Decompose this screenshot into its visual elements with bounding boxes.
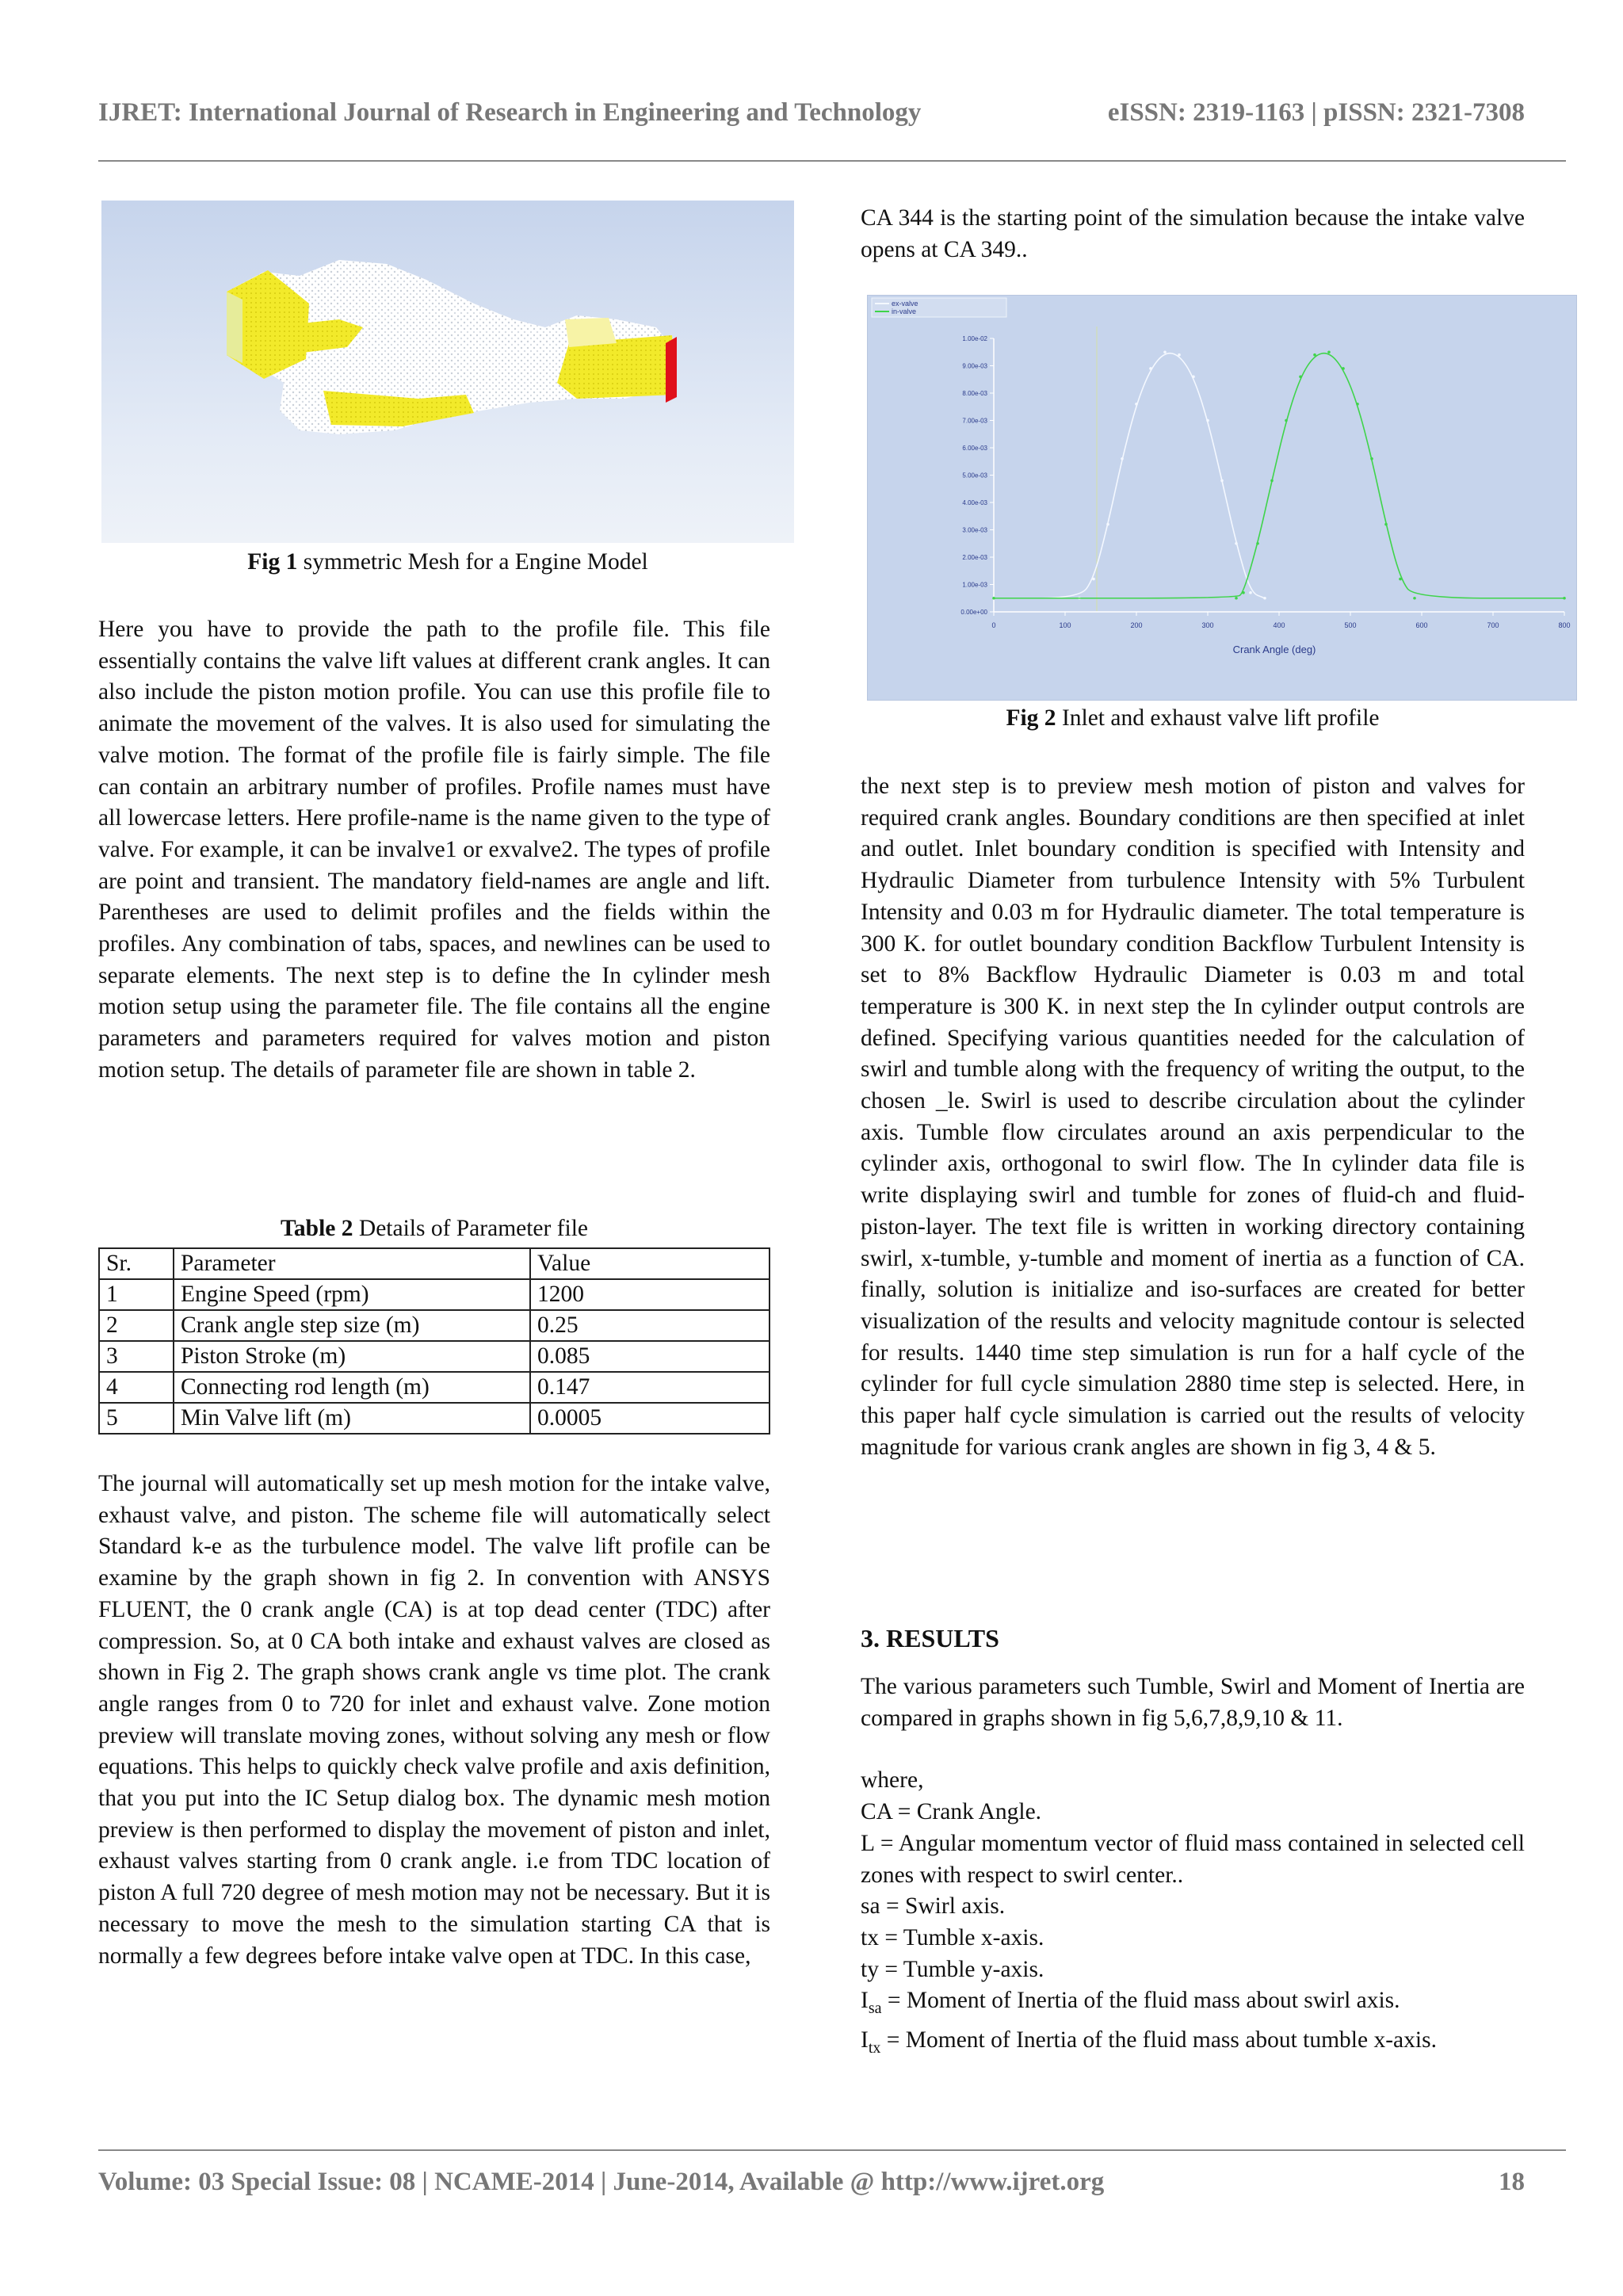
figure-2-chart [867, 295, 1577, 701]
x-tick-label: 100 [1059, 621, 1071, 629]
isa-text: = Moment of Inertia of the fluid mass about swirl axis. [881, 1988, 1400, 2014]
section-heading-results: 3. RESULTS [861, 1624, 999, 1652]
itx-subscript: tx [868, 2038, 881, 2057]
page-footer [98, 2168, 1525, 2197]
parameter-table [98, 1247, 770, 1435]
table-header-row [99, 1248, 769, 1279]
figure-1-caption-text: symmetric Mesh for a Engine Model [297, 549, 648, 575]
figure-2-caption [861, 705, 1525, 732]
engine-mesh-illustration [101, 201, 794, 543]
figure-1-image [101, 201, 794, 543]
table-cell: 0.147 [530, 1372, 769, 1403]
x-axis-label: Crank Angle (deg) [1232, 644, 1316, 655]
page-header [98, 98, 1525, 138]
results-body [861, 1671, 1525, 2065]
x-tick-label: 400 [1273, 621, 1285, 629]
x-tick-label: 300 [1201, 621, 1214, 629]
data-point-ex-valve [1135, 403, 1138, 406]
table-cell: 0.0005 [530, 1403, 769, 1434]
y-tick-label: 5.00e-03 [962, 472, 987, 479]
definition-line: tx = Tumble x-axis. [861, 1924, 1044, 1950]
data-point-ex-valve [1249, 591, 1252, 594]
definition-line: ty = Tumble y-axis. [861, 1956, 1044, 1982]
table-cell: Crank angle step size (m) [174, 1310, 530, 1341]
data-point-ex-valve [1106, 523, 1109, 526]
header-rule [98, 160, 1566, 162]
left-paragraph-2 [98, 1469, 770, 1972]
definition-line: L = Angular momentum vector of fluid mass contained in selected cell zones with respect to swirl center.. [861, 1830, 1525, 1888]
right-paragraph-2-text: the next step is to preview mesh motion of piston and valves for required crank angles. Boundary conditions are then specified at inlet and outlet. Inlet boundary condition is specified with Intensity and Hydraulic Diameter from turbulence Intensity with 5% Turbulent Intensity and 0.03 m for Hydraulic diameter. The total temperature is 300 K. for outlet boundary condition Backflow Turbulent Intensity is set to 8% Backflow Hydraulic Diameter is 0.03 m and total temperature is 300 K. in next step the In cylinder output controls are defined. Specifying various quantities needed for the calculation of swirl and tumble along with the frequency of writing the output, to the chosen _le. Swirl is used to describe circulation about the cylinder axis. Tumble flow circulates around an axis perpendicular to the cylinder axis, orthogonal to swirl flow. The In cylinder data file is write displaying swirl and tumble for zones of fluid-ch and fluid-piston-layer. The text file is written in working directory containing swirl, x-tumble, y-tumble and moment of inertia as a function of CA. finally, solution is initialize and iso-surfaces are created for better visualization of the results and velocity magnitude contour is selected for results. 1440 time step simulation is run for a half cycle of the cylinder for full cycle simulation 2880 time step is selected. Here, in this paper half cycle simulation is carried out the results of velocity magnitude for various crank angles are shown in fig 3, 4 & 5. [861, 774, 1525, 1460]
data-point-in-valve [1270, 479, 1274, 483]
issn-line: eISSN: 2319-1163 | pISSN: 2321-7308 [1107, 98, 1525, 127]
data-point-in-valve [1285, 419, 1288, 422]
data-point-in-valve [1399, 578, 1402, 581]
figure-1-caption [101, 549, 794, 575]
table-2-caption-text: Details of Parameter file [353, 1216, 589, 1241]
y-tick-label: 3.00e-03 [962, 526, 987, 534]
legend-label-ex: ex-valve [892, 300, 918, 308]
y-tick-label: 8.00e-03 [962, 390, 987, 397]
isa-subscript: sa [868, 2000, 882, 2018]
data-point-in-valve [1413, 597, 1416, 600]
data-point-ex-valve [1163, 350, 1167, 353]
table-row [99, 1403, 769, 1434]
table-cell: 5 [99, 1403, 174, 1434]
y-tick-label: 1.00e-02 [962, 335, 987, 342]
data-point-in-valve [1327, 350, 1331, 353]
table-row [99, 1279, 769, 1310]
data-point-in-valve [1256, 542, 1259, 545]
data-point-ex-valve [1235, 542, 1238, 545]
data-point-ex-valve [1192, 376, 1195, 379]
table-cell: 2 [99, 1310, 174, 1341]
data-point-in-valve [1242, 591, 1245, 594]
isa-symbol: I [861, 1988, 869, 2014]
table-cell: 0.085 [530, 1341, 769, 1372]
x-tick-label: 800 [1558, 621, 1571, 629]
results-where: where, [861, 1767, 924, 1794]
y-tick-label: 0.00e+00 [960, 609, 987, 616]
journal-title: IJRET: International Journal of Research in Engineering and Technology [98, 98, 922, 127]
table-cell: Engine Speed (rpm) [174, 1279, 530, 1310]
data-point-in-valve [1370, 457, 1373, 460]
y-tick-label: 2.00e-03 [962, 554, 987, 561]
itx-symbol: I [861, 2027, 869, 2053]
data-point-ex-valve [1263, 597, 1266, 600]
table-cell: 1200 [530, 1279, 769, 1310]
table-2-caption [98, 1216, 770, 1242]
left-paragraph-2-text: The journal will automatically set up mesh motion for the intake valve, exhaust valve, and piston. The scheme file will automatically select Standard k-e as the turbulence model. The valve lift profile can be examine by the graph shown in fig 2. In convention with ANSYS FLUENT, the 0 crank angle (CA) is at top dead center (TDC) after compression. So, at 0 CA both intake and exhaust valves are closed as shown in Fig 2. The graph shows crank angle vs time plot. The crank angle ranges from 0 to 720 for inlet and exhaust valve. Zone motion preview will translate moving zones, without solving any mesh or flow equations. This helps to quickly check valve profile and axis definition, that you put into the IC Setup dialog box. The dynamic mesh motion preview is then performed to display the movement of piston and inlet, exhaust valves starting from 0 crank angle. i.e from TDC location of piston A full 720 degree of mesh motion may not be necessary. But it is necessary to move the mesh to the simulation starting CA that is normally a few degrees before intake valve open at TDC. In this case, [98, 1471, 770, 1969]
table-header-cell: Parameter [174, 1248, 530, 1279]
table-header-cell: Value [530, 1248, 769, 1279]
data-point-in-valve [1356, 403, 1359, 406]
data-point-ex-valve [1220, 479, 1224, 483]
figure-2-caption-text: Inlet and exhaust valve lift profile [1056, 705, 1380, 731]
data-point-in-valve [1299, 376, 1302, 379]
table-cell: 3 [99, 1341, 174, 1372]
chart-legend [872, 298, 1006, 317]
page-number: 18 [1499, 2168, 1525, 2196]
data-point-in-valve [1235, 597, 1238, 600]
y-tick-label: 9.00e-03 [962, 362, 987, 370]
definition-isa [861, 1985, 1525, 2025]
data-point-ex-valve [1149, 367, 1152, 370]
y-tick-label: 4.00e-03 [962, 499, 987, 506]
x-tick-label: 500 [1344, 621, 1357, 629]
table-cell: 4 [99, 1372, 174, 1403]
data-point-ex-valve [1092, 578, 1095, 581]
y-tick-label: 1.00e-03 [962, 581, 987, 589]
data-point-ex-valve [1206, 419, 1209, 422]
figure-1-label: Fig 1 [247, 549, 298, 575]
right-paragraph-2 [861, 771, 1525, 1463]
figure-2-label: Fig 2 [1006, 705, 1056, 731]
chart-background [867, 295, 1577, 701]
legend-label-in: in-valve [892, 308, 917, 315]
table-cell: 0.25 [530, 1310, 769, 1341]
data-point-ex-valve [1121, 457, 1124, 460]
footer-text: Volume: 03 Special Issue: 08 | NCAME-2014 | June-2014, Available @ http://www.ijret.org [98, 2168, 1105, 2196]
valve-lift-chart [867, 295, 1577, 701]
data-point-in-valve [1563, 597, 1566, 600]
table-cell: Min Valve lift (m) [174, 1403, 530, 1434]
data-point-in-valve [1384, 523, 1388, 526]
footer-rule [98, 2149, 1566, 2151]
data-point-in-valve [992, 597, 995, 600]
data-point-ex-valve [1178, 353, 1181, 357]
x-tick-label: 600 [1415, 621, 1428, 629]
right-paragraph-1-text: CA 344 is the starting point of the simulation because the intake valve opens at CA 349.. [861, 205, 1525, 262]
table-row [99, 1341, 769, 1372]
left-paragraph-1 [98, 614, 770, 1087]
definition-line: CA = Crank Angle. [861, 1799, 1042, 1825]
table-row [99, 1372, 769, 1403]
table-row [99, 1310, 769, 1341]
left-paragraph-1-text: Here you have to provide the path to the profile file. This file essentially contains the valve lift values at different crank angles. It can also include the piston motion profile. You can use this profile file to animate the movement of the valves. It is also used for simulating the valve motion. The format of the profile file is fairly simple. The file can contain an arbitrary number of profiles. Profile names must have all lowercase letters. Here profile-name is the name given to the type of valve. For example, it can be invalve1 or exvalve2. The types of profile are point and transient. The mandatory field-names are angle and lift. Parentheses are used to delimit profiles and the fields within the profiles. Any combination of tabs, spaces, and newlines can be used to separate elements. The next step is to define the In cylinder mesh motion setup using the parameter file. The file contains all the engine parameters and parameters required for valves motion and piston motion setup. The details of parameter file are shown in table 2. [98, 617, 770, 1083]
table-cell: Connecting rod length (m) [174, 1372, 530, 1403]
y-tick-label: 7.00e-03 [962, 417, 987, 425]
x-tick-label: 700 [1487, 621, 1499, 629]
y-tick-label: 6.00e-03 [962, 445, 987, 452]
definition-line: sa = Swirl axis. [861, 1893, 1006, 1920]
data-point-in-valve [1342, 367, 1345, 370]
table-cell: 1 [99, 1279, 174, 1310]
data-point-in-valve [1313, 353, 1316, 357]
table-2-label: Table 2 [280, 1216, 353, 1241]
right-paragraph-1 [861, 203, 1525, 266]
definition-itx [861, 2025, 1525, 2065]
itx-text: = Moment of Inertia of the fluid mass about tumble x-axis. [880, 2027, 1437, 2053]
table-header-cell: Sr. [99, 1248, 174, 1279]
x-tick-label: 200 [1130, 621, 1143, 629]
x-tick-label: 0 [991, 621, 996, 629]
table-cell: Piston Stroke (m) [174, 1341, 530, 1372]
results-paragraph: The various parameters such Tumble, Swirl and Moment of Inertia are compared in graphs shown in fig 5,6,7,8,9,10 & 11. [861, 1674, 1525, 1731]
